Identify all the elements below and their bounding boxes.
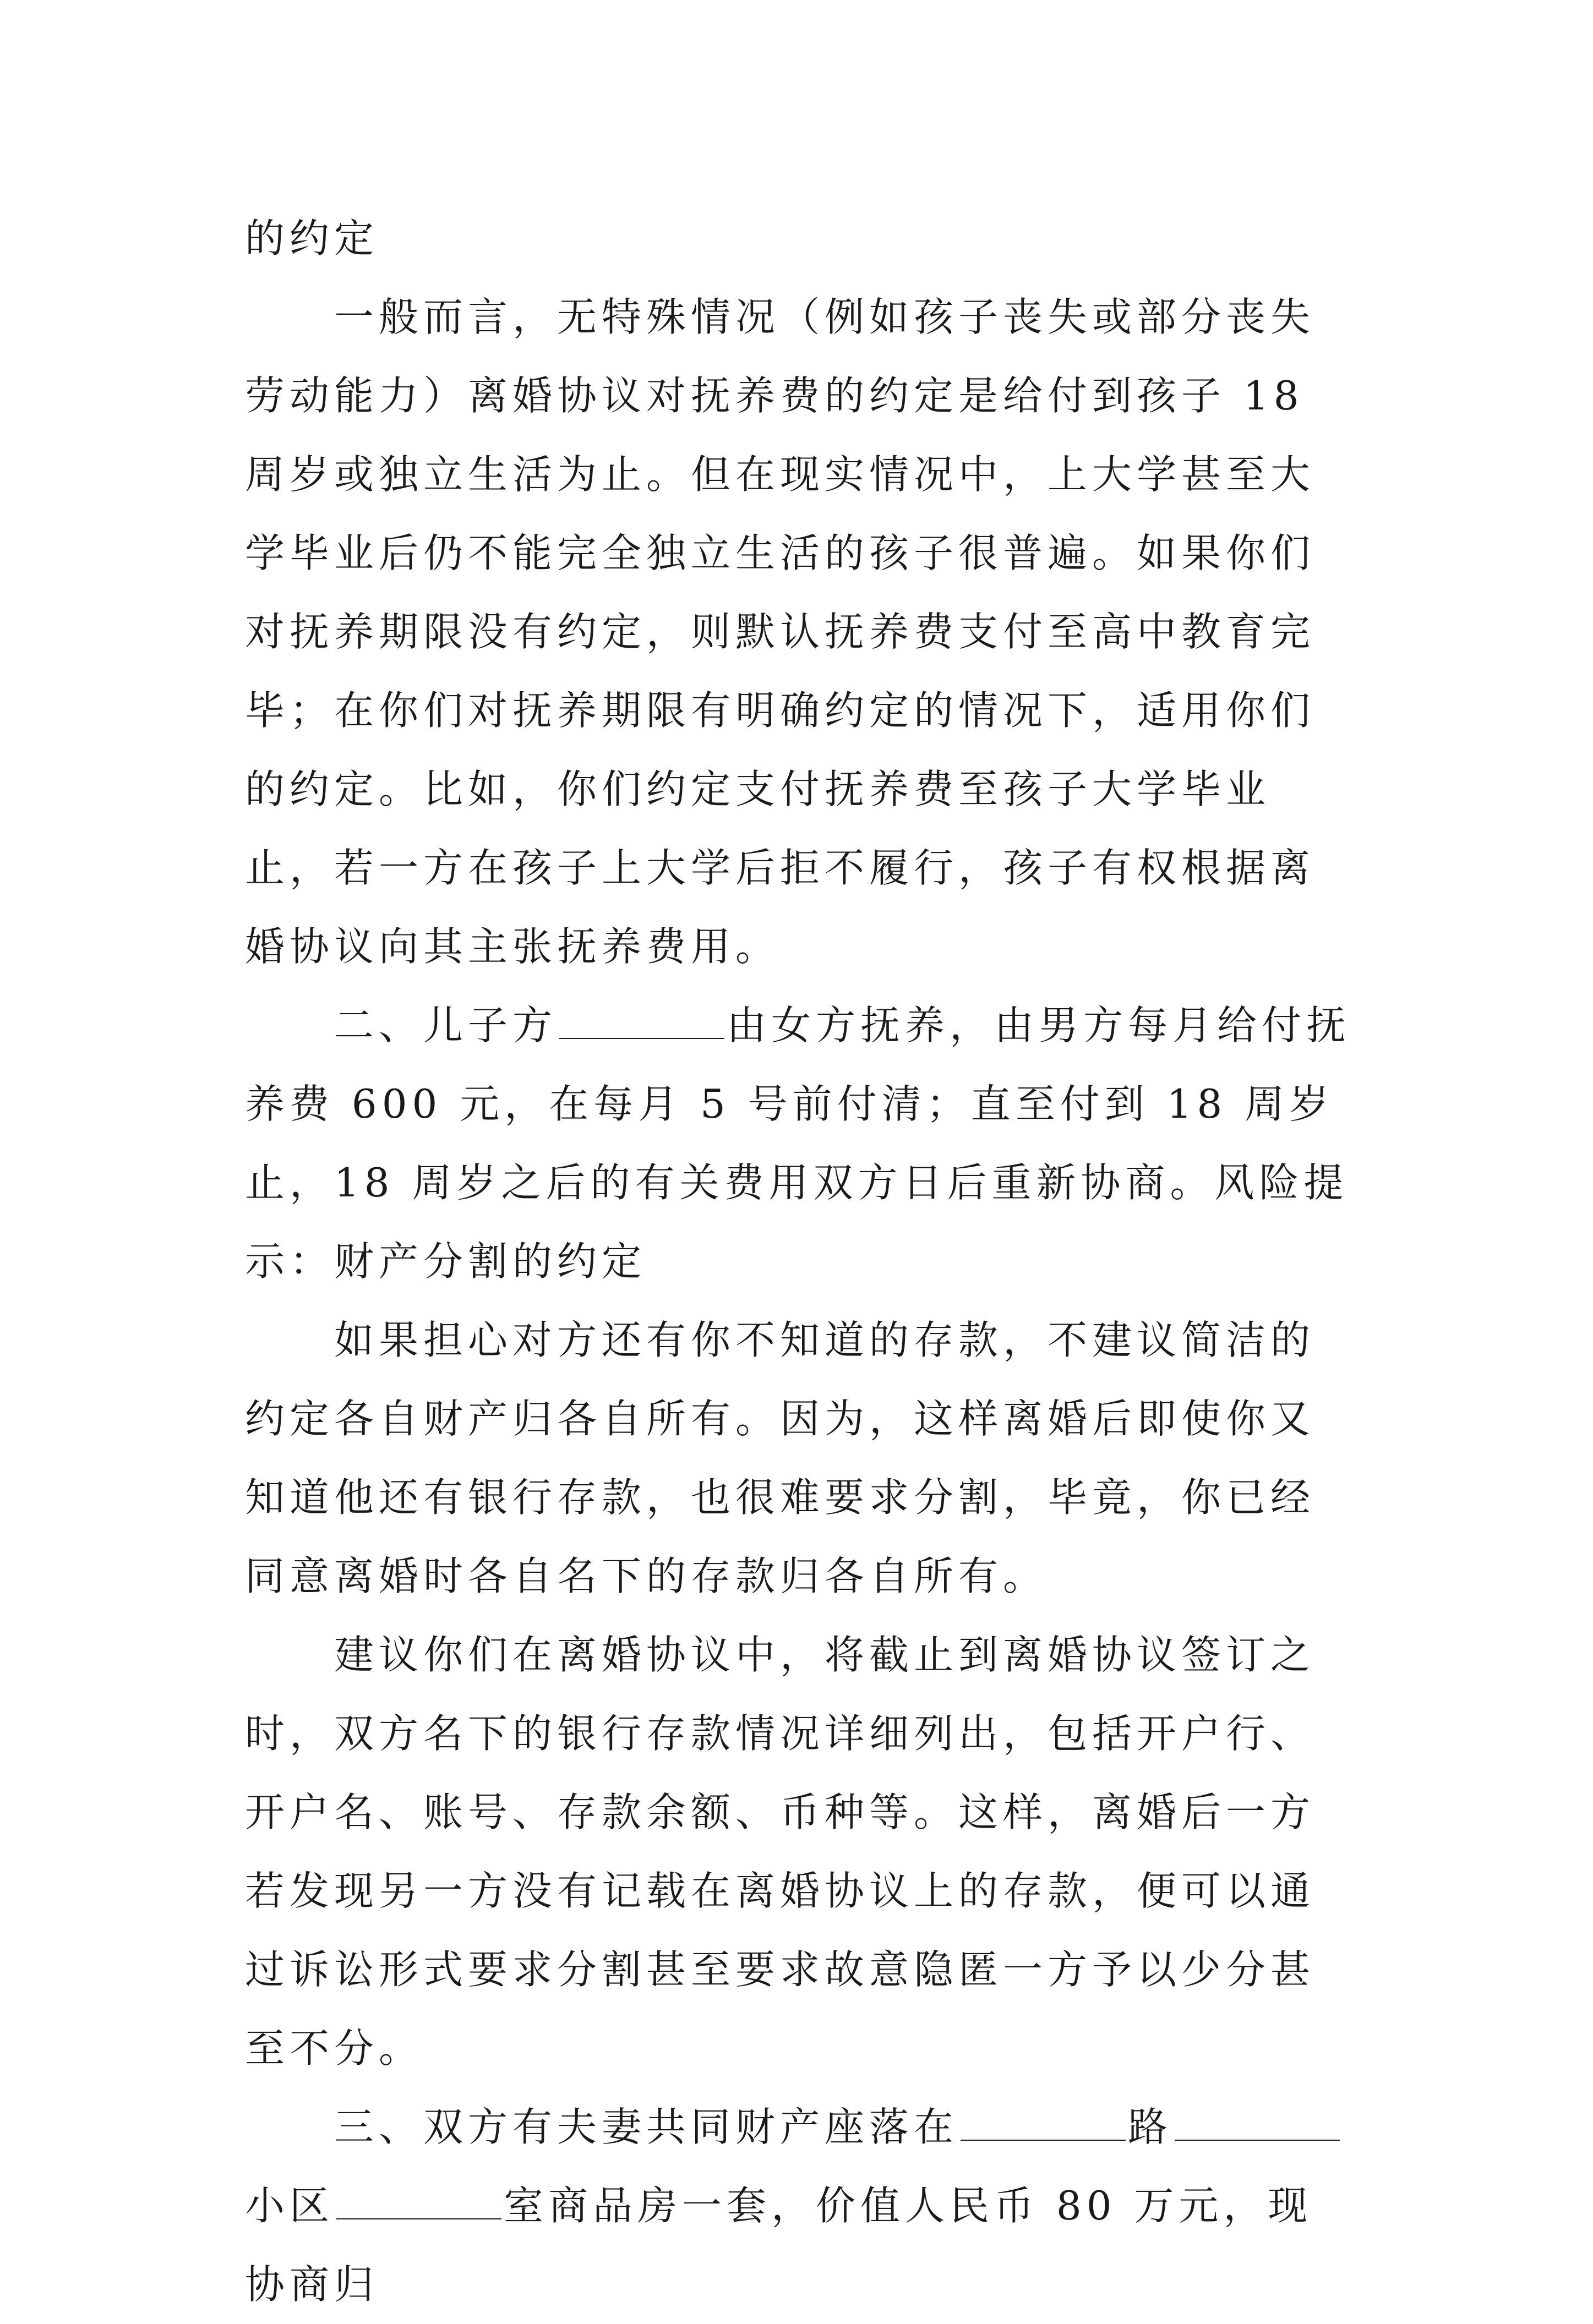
paragraph-6 bbox=[245, 2088, 1352, 2324]
paragraph-4: 如果担心对方还有你不知道的存款，不建议简洁的约定各自财产归各自所有。因为，这样离婚后即使你又知道他还有银行存款，也很难要求分割，毕竟，你已经同意离婚时各自名下的存款归各自所有。 bbox=[245, 1317, 1316, 1599]
paragraph-3-rest: 由女方抚养，由男方每月给付抚养费 600 元，在每月 5 号前付清；直至付到 18 周岁止，18 周岁之后的有关费用双方日后重新协商。风险提示：财产分割的约定 bbox=[245, 1002, 1351, 1284]
paragraph-3 bbox=[245, 986, 1352, 1301]
fill-in-blank-location bbox=[961, 2107, 1126, 2141]
paragraph-1: 的约定 bbox=[245, 215, 379, 261]
document-body bbox=[245, 199, 1352, 2324]
paragraph-5: 建议你们在离婚协议中，将截止到离婚协议签订之时，双方名下的银行存款情况详细列出，包括开户行、开户名、账号、存款余额、币种等。这样，离婚后一方若发现另一方没有记载在离婚协议上的存款，便可以通过诉讼形式要求分割甚至要求故意隐匿一方予以少分甚至不分。 bbox=[245, 1632, 1316, 2071]
paragraph-6-part3: 小区 bbox=[245, 2183, 335, 2229]
paragraph-2: 一般而言，无特殊情况（例如孩子丧失或部分丧失劳动能力）离婚协议对抚养费的约定是给付到孩子 18 周岁或独立生活为止。但在现实情况中，上大学甚至大学毕业后仍不能完全独立生活的孩子很普遍。如果你们对抚养期限没有约定，则默认抚养费支付至高中教育完毕；在你们对抚养期限有明确约定的情况下，适用你们的约定。比如，你们约定支付抚养费至孩子大学毕业止，若一方在孩子上大学后拒不履行，孩子有权根据离婚协议向其主张抚养费用。 bbox=[245, 294, 1316, 970]
paragraph-6-part2: 路 bbox=[1128, 2104, 1173, 2150]
paragraph-6-part4: 室商品房一套，价值人民币 80 万元，现协商归 bbox=[245, 2183, 1313, 2307]
fill-in-blank-community bbox=[336, 2185, 501, 2219]
paragraph-3-lead: 二、儿子方 bbox=[334, 1002, 558, 1048]
fill-in-blank-road bbox=[1175, 2107, 1340, 2141]
paragraph-6-part1: 三、双方有夫妻共同财产座落在 bbox=[334, 2104, 959, 2150]
fill-in-blank-son-name bbox=[559, 1005, 724, 1039]
